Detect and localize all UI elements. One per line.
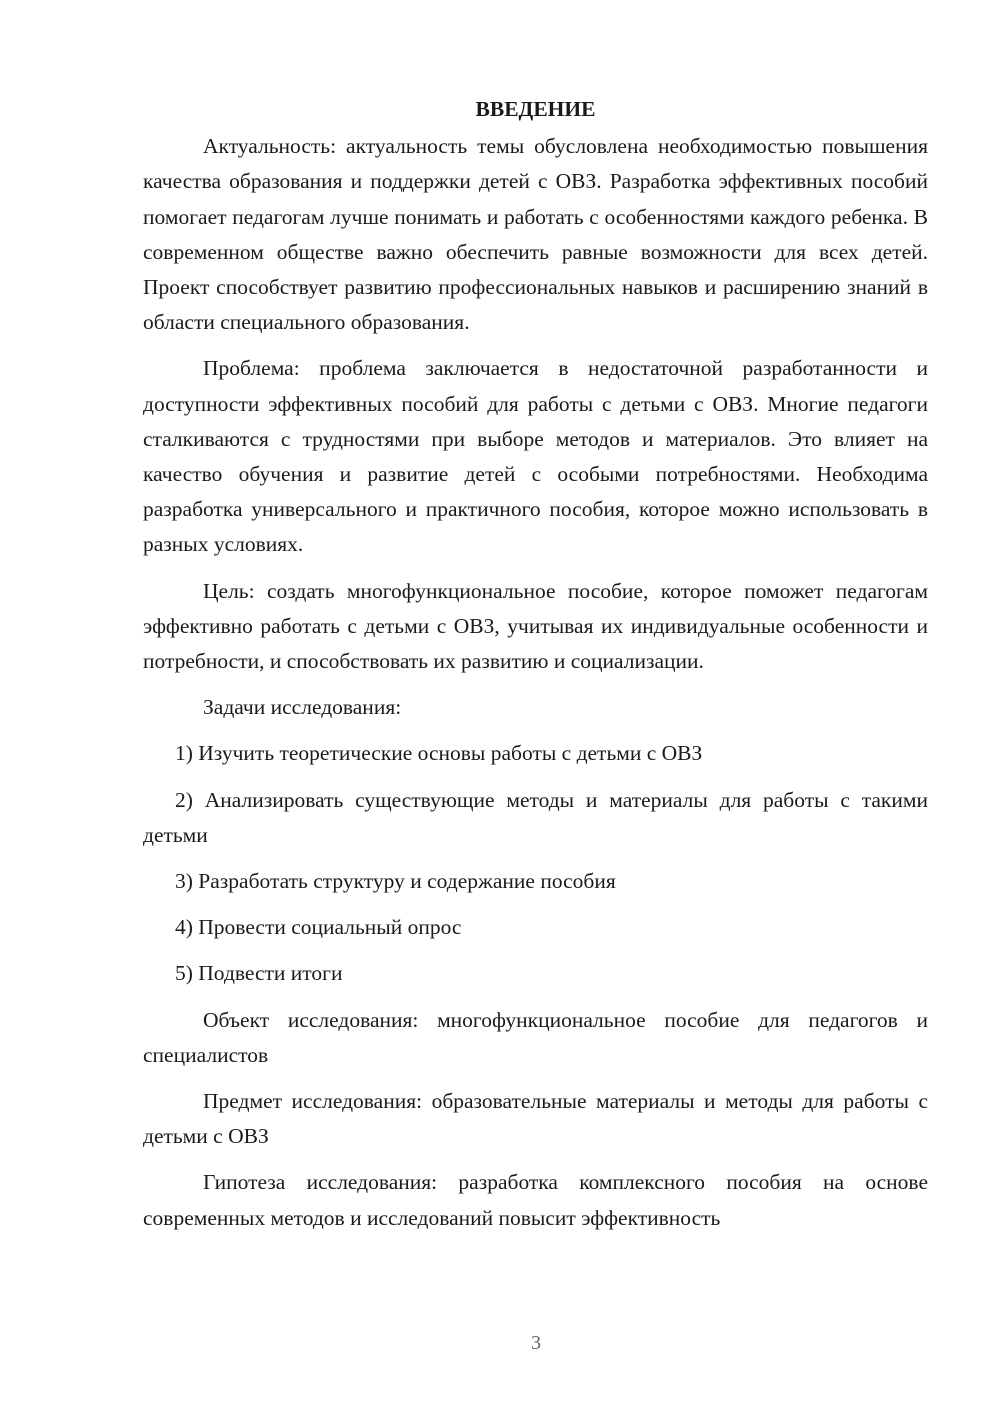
list-item: 5) Подвести итоги — [175, 961, 343, 986]
list-item: 3) Разработать структуру и содержание пособия — [175, 869, 616, 894]
page-number: 3 — [531, 1332, 541, 1354]
paragraph-hypothesis: Гипотеза исследования: разработка комплексного пособия на основе современных методов и исследований повысит эффективность — [143, 1170, 928, 1230]
paragraph-object: Объект исследования: многофункциональное пособие для педагогов и специалистов — [143, 1007, 928, 1067]
list-item: 2) Анализировать существующие методы и материалы для работы с такими детьми — [143, 787, 928, 847]
list-item: 4) Провести социальный опрос — [175, 915, 462, 940]
paragraph-goal: Цель: создать многофункциональное пособие, которое поможет педагогам эффективно работать с детьми с ОВЗ, учитывая их индивидуальные особенности и потребности, и способствовать их развитию и социализации. — [143, 578, 928, 674]
paragraph-tasks-heading: Задачи исследования: — [203, 695, 402, 720]
section-title: ВВЕДЕНИЕ — [475, 97, 596, 121]
tasks-list — [143, 736, 928, 991]
page-content — [143, 92, 928, 1247]
paragraph-problem: Проблема: проблема заключается в недостаточной разработанности и доступности эффективных пособий для работы с детьми с ОВЗ. Многие педагоги сталкиваются с трудностями при выборе методов и материалов. Это влияет на качество обучения и развитие детей с особыми потребностями. Необходима разработка универсального и практичного пособия, которое можно использовать в разных условиях. — [143, 356, 928, 557]
list-item: 1) Изучить теоретические основы работы с детьми с ОВЗ — [175, 741, 703, 766]
paragraph-subject: Предмет исследования: образовательные материалы и методы для работы с детьми с ОВЗ — [143, 1089, 928, 1149]
paragraph-relevance: Актуальность: актуальность темы обусловлена необходимостью повышения качества образования и поддержки детей с ОВЗ. Разработка эффективных пособий помогает педагогам лучше понимать и работать с особенностями каждого ребенка. В современном обществе важно обеспечить равные возможности для всех детей. Проект способствует развитию профессиональных навыков и расширению знаний в области специального образования. — [143, 134, 928, 335]
